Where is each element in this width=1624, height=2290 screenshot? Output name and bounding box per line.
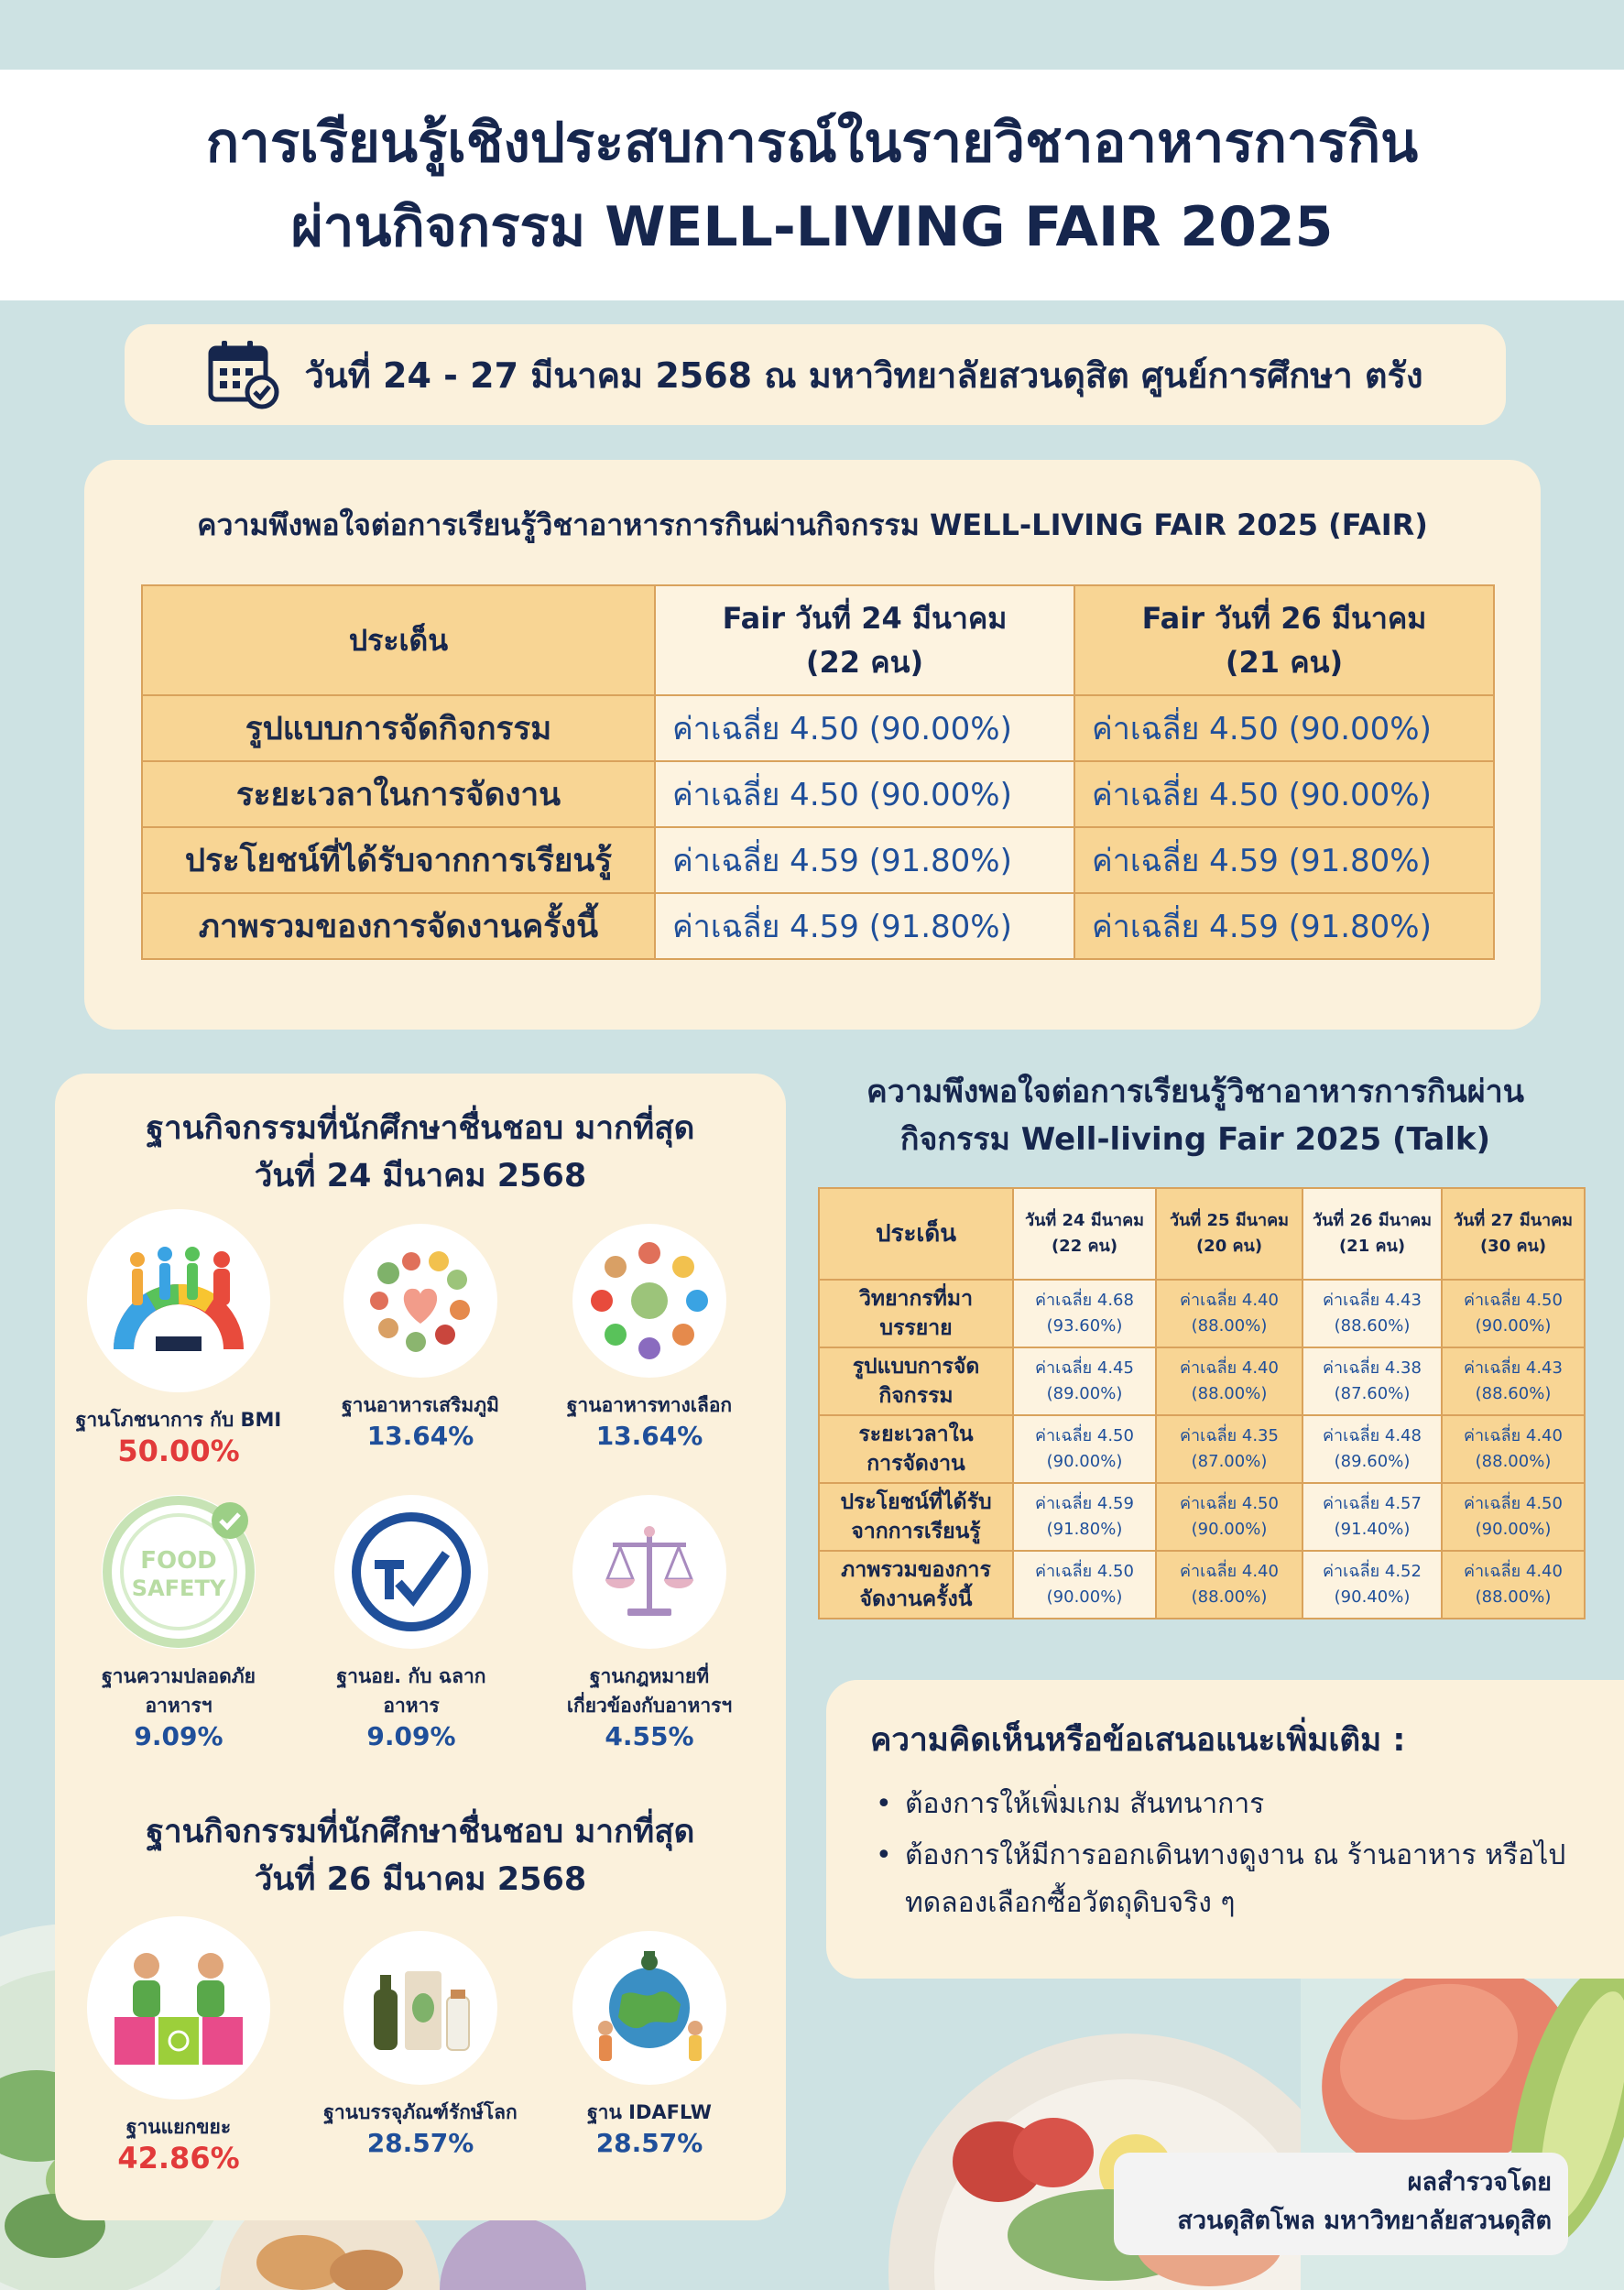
booth-percent: 9.09% xyxy=(366,1721,456,1751)
cell-mean: ค่าเฉลี่ย 4.35 xyxy=(1180,1426,1279,1445)
row-label xyxy=(819,1483,1013,1551)
row-label-line2: การจัดงาน xyxy=(866,1452,965,1476)
cell-mean: ค่าเฉลี่ย 4.59 xyxy=(1035,1494,1134,1513)
cell-value xyxy=(1442,1347,1585,1415)
table-row xyxy=(819,1415,1585,1483)
cell-value: ค่าเฉลี่ย 4.59 (91.80%) xyxy=(1074,827,1494,893)
booth-eco-packaging xyxy=(297,1916,544,2160)
cell-percent: (87.00%) xyxy=(1191,1452,1268,1471)
cell-mean: ค่าเฉลี่ย 4.50 xyxy=(1035,1426,1134,1445)
booth-bmi xyxy=(55,1209,302,1467)
header-line2: (30 คน) xyxy=(1479,1237,1547,1256)
table-row xyxy=(142,695,1494,761)
booth-name: ฐานอาหารเสริมภูมิ xyxy=(342,1394,499,1416)
cell-value: ค่าเฉลี่ย 4.50 (90.00%) xyxy=(1074,695,1494,761)
header-line1: วันที่ 26 มีนาคม xyxy=(1312,1211,1433,1230)
fda-logo-icon xyxy=(334,1495,488,1649)
cell-mean: ค่าเฉลี่ย 4.50 xyxy=(1180,1494,1279,1513)
header-day-24 xyxy=(1013,1188,1156,1280)
booth-fda-label xyxy=(288,1495,535,1753)
table-row xyxy=(819,1347,1585,1415)
row-label xyxy=(819,1551,1013,1619)
cell-percent: (88.00%) xyxy=(1475,1452,1552,1471)
cell-mean: ค่าเฉลี่ย 4.50 xyxy=(1464,1291,1563,1310)
header-line2: (21 คน) xyxy=(1338,1237,1406,1256)
row-label-line2: บรรยาย xyxy=(879,1316,953,1340)
favorite-booths-panel xyxy=(55,1074,786,2220)
talk-table-title xyxy=(806,1068,1585,1163)
table-header-row xyxy=(142,585,1494,695)
list-item: • ต้องการให้เพิ่มเกม สันทนาการ xyxy=(870,1781,1603,1828)
cell-value xyxy=(1156,1551,1302,1619)
cell-mean: ค่าเฉลี่ย 4.48 xyxy=(1323,1426,1422,1445)
row-label xyxy=(819,1415,1013,1483)
calendar-check-icon xyxy=(207,339,280,410)
booth-name: ฐาน IDAFLW xyxy=(587,2101,712,2123)
booth-idaflw xyxy=(526,1916,773,2160)
fair-satisfaction-panel xyxy=(84,460,1541,1030)
cell-percent: (88.60%) xyxy=(1475,1384,1552,1403)
cell-value: ค่าเฉลี่ย 4.59 (91.80%) xyxy=(655,893,1074,959)
booth-name-line2: เกี่ยวข้องกับอาหารฯ xyxy=(566,1695,733,1717)
cell-mean: ค่าเฉลี่ย 4.43 xyxy=(1323,1291,1422,1310)
booth-percent: 28.57% xyxy=(595,2128,703,2158)
credit-line1: ผลสำรวจโดย xyxy=(1407,2168,1552,2197)
header-fair-24 xyxy=(655,585,1074,695)
header-day-25 xyxy=(1156,1188,1302,1280)
header-topic: ประเด็น xyxy=(819,1188,1013,1280)
justice-scale-icon xyxy=(572,1495,726,1649)
booth-name: ฐานแยกขยะ xyxy=(125,2116,232,2138)
cell-value xyxy=(1442,1415,1585,1483)
row-label: ระยะเวลาในการจัดงาน xyxy=(142,761,655,827)
cell-value xyxy=(1302,1551,1442,1619)
date-location-bar xyxy=(125,324,1506,425)
cell-percent: (90.00%) xyxy=(1475,1316,1552,1336)
booths-day1-heading-line2: วันที่ 24 มีนาคม 2568 xyxy=(254,1158,587,1194)
booth-waste-sorting xyxy=(55,1916,302,2175)
people-circle-icon xyxy=(572,1224,726,1378)
cell-value xyxy=(1302,1280,1442,1347)
cell-value: ค่าเฉลี่ย 4.50 (90.00%) xyxy=(655,695,1074,761)
cell-percent: (88.00%) xyxy=(1191,1384,1268,1403)
table-row xyxy=(819,1280,1585,1347)
booth-name xyxy=(55,1662,302,1720)
booth-name-line1: ฐานกฎหมายที่ xyxy=(589,1665,710,1687)
cell-percent: (88.00%) xyxy=(1475,1587,1552,1607)
eco-packaging-icon xyxy=(343,1931,497,2085)
cell-value xyxy=(1013,1347,1156,1415)
booth-name: ฐานอาหารทางเลือก xyxy=(566,1394,733,1416)
booth-name: ฐานโภชนาการ กับ BMI xyxy=(75,1409,282,1431)
comments-list xyxy=(870,1781,1603,1931)
cell-value: ค่าเฉลี่ย 4.50 (90.00%) xyxy=(1074,761,1494,827)
row-label-line1: รูปแบบการจัด xyxy=(852,1355,980,1379)
bmi-gauge-icon xyxy=(87,1209,270,1392)
cell-value xyxy=(1302,1483,1442,1551)
cell-percent: (88.00%) xyxy=(1191,1316,1268,1336)
waste-sorting-icon xyxy=(87,1916,270,2099)
cell-value: ค่าเฉลี่ย 4.59 (91.80%) xyxy=(1074,893,1494,959)
booth-alternative-food xyxy=(526,1209,773,1453)
cell-value xyxy=(1442,1280,1585,1347)
cell-percent: (88.00%) xyxy=(1191,1587,1268,1607)
cell-value: ค่าเฉลี่ย 4.59 (91.80%) xyxy=(655,827,1074,893)
header-line1: วันที่ 27 มีนาคม xyxy=(1453,1211,1574,1230)
header-fair-26-line2: (21 คน) xyxy=(1225,645,1344,680)
cell-value xyxy=(1442,1483,1585,1551)
healthy-food-heart-icon xyxy=(343,1224,497,1378)
header-fair-24-line1: Fair วันที่ 24 มีนาคม xyxy=(722,601,1008,636)
cell-value xyxy=(1302,1415,1442,1483)
cell-mean: ค่าเฉลี่ย 4.52 xyxy=(1323,1562,1422,1581)
cell-value xyxy=(1013,1551,1156,1619)
booths-day1-heading-line1: ฐานกิจกรรมที่นักศึกษาชื่นชอบ มากที่สุด xyxy=(146,1110,695,1147)
header-fair-26 xyxy=(1074,585,1494,695)
header-day-26 xyxy=(1302,1188,1442,1280)
table-row xyxy=(142,893,1494,959)
table-row xyxy=(142,827,1494,893)
cell-value xyxy=(1156,1483,1302,1551)
talk-table-title-line2: กิจกรรม Well-living Fair 2025 (Talk) xyxy=(899,1121,1491,1158)
cell-mean: ค่าเฉลี่ย 4.40 xyxy=(1180,1358,1279,1378)
header-line1: วันที่ 24 มีนาคม xyxy=(1024,1211,1145,1230)
row-label-line1: ภาพรวมของการ xyxy=(841,1558,991,1582)
cell-mean: ค่าเฉลี่ย 4.40 xyxy=(1464,1562,1563,1581)
cell-value xyxy=(1442,1551,1585,1619)
booth-food-law xyxy=(526,1495,773,1753)
booths-day1-heading xyxy=(55,1105,786,1200)
booth-name: ฐานบรรจุภัณฑ์รักษ์โลก xyxy=(323,2101,518,2123)
booth-name-line2: อาหาร xyxy=(383,1695,440,1717)
globe-people-icon xyxy=(572,1931,726,2085)
cell-value xyxy=(1156,1415,1302,1483)
table-row xyxy=(819,1483,1585,1551)
cell-mean: ค่าเฉลี่ย 4.68 xyxy=(1035,1291,1134,1310)
cell-percent: (89.00%) xyxy=(1046,1384,1123,1403)
badge-text-food: FOOD xyxy=(140,1547,217,1575)
date-location-text: วันที่ 24 - 27 มีนาคม 2568 ณ มหาวิทยาลัยสวนดุสิต ศูนย์การศึกษา ตรัง xyxy=(304,354,1423,396)
booth-percent: 13.64% xyxy=(366,1421,474,1451)
booths-day2-heading xyxy=(55,1808,786,1903)
credit-line2: สวนดุสิตโพล มหาวิทยาลัยสวนดุสิต xyxy=(1177,2207,1552,2235)
talk-table-title-line1: ความพึงพอใจต่อการเรียนรู้วิชาอาหารการกินผ่าน xyxy=(866,1074,1525,1110)
booth-percent: 42.86% xyxy=(117,2141,240,2176)
page-title-line-2: ผ่านกิจกรรม WELL-LIVING FAIR 2025 xyxy=(290,195,1334,259)
cell-percent: (91.40%) xyxy=(1334,1520,1411,1539)
cell-value xyxy=(1013,1415,1156,1483)
row-label-line2: จากการเรียนรู้ xyxy=(851,1520,981,1543)
badge-text-safety: SAFETY xyxy=(131,1576,226,1601)
cell-value xyxy=(1156,1347,1302,1415)
header-line2: (20 คน) xyxy=(1195,1237,1263,1256)
cell-percent: (93.60%) xyxy=(1046,1316,1123,1336)
header-topic: ประเด็น xyxy=(142,585,655,695)
booth-percent: 9.09% xyxy=(134,1721,223,1751)
table-header-row xyxy=(819,1188,1585,1280)
header-fair-24-line2: (22 คน) xyxy=(805,645,924,680)
title-band xyxy=(0,70,1624,300)
row-label: รูปแบบการจัดกิจกรรม xyxy=(142,695,655,761)
cell-value xyxy=(1302,1347,1442,1415)
table-row xyxy=(142,761,1494,827)
row-label-line2: กิจกรรม xyxy=(878,1384,954,1408)
page-title-line-1: การเรียนรู้เชิงประสบการณ์ในรายวิชาอาหารการกิน xyxy=(205,111,1419,175)
booth-name-line1: ฐานความปลอดภัย xyxy=(102,1665,256,1687)
row-label xyxy=(819,1280,1013,1347)
cell-percent: (88.60%) xyxy=(1334,1316,1411,1336)
cell-mean: ค่าเฉลี่ย 4.40 xyxy=(1180,1291,1279,1310)
row-label: ภาพรวมของการจัดงานครั้งนี้ xyxy=(142,893,655,959)
row-label-line1: ระยะเวลาใน xyxy=(858,1423,974,1446)
cell-mean: ค่าเฉลี่ย 4.38 xyxy=(1323,1358,1422,1378)
cell-percent: (91.80%) xyxy=(1046,1520,1123,1539)
cell-percent: (87.60%) xyxy=(1334,1384,1411,1403)
booth-percent: 4.55% xyxy=(605,1721,694,1751)
fair-table-title: ความพึงพอใจต่อการเรียนรู้วิชาอาหารการกินผ่านกิจกรรม WELL-LIVING FAIR 2025 (FAIR) xyxy=(197,507,1428,542)
cell-value xyxy=(1013,1280,1156,1347)
row-label-line1: ประโยชน์ที่ได้รับ xyxy=(840,1490,992,1514)
table-row xyxy=(819,1551,1585,1619)
cell-percent: (90.00%) xyxy=(1046,1587,1123,1607)
cell-value xyxy=(1156,1280,1302,1347)
cell-percent: (90.40%) xyxy=(1334,1587,1411,1607)
cell-mean: ค่าเฉลี่ย 4.45 xyxy=(1035,1358,1134,1378)
cell-percent: (89.60%) xyxy=(1334,1452,1411,1471)
comments-title: ความคิดเห็นหรือข้อเสนอแนะเพิ่มเติม : xyxy=(870,1722,1406,1759)
booth-percent: 50.00% xyxy=(117,1434,240,1468)
list-item: • ต้องการให้มีการออกเดินทางดูงาน ณ ร้านอาหาร หรือไปทดลองเลือกซื้อวัตถุดิบจริง ๆ xyxy=(870,1832,1603,1927)
header-fair-26-line1: Fair วันที่ 26 มีนาคม xyxy=(1141,601,1427,636)
food-safety-badge-icon xyxy=(102,1495,256,1649)
header-day-27 xyxy=(1442,1188,1585,1280)
cell-mean: ค่าเฉลี่ย 4.57 xyxy=(1323,1494,1422,1513)
cell-percent: (90.00%) xyxy=(1191,1520,1268,1539)
booth-name xyxy=(526,1662,773,1720)
booth-name-line2: อาหารฯ xyxy=(145,1695,213,1717)
survey-credit xyxy=(1114,2153,1568,2255)
talk-satisfaction-table xyxy=(818,1187,1586,1619)
booth-immunity-food xyxy=(297,1209,544,1453)
booth-percent: 28.57% xyxy=(366,2128,474,2158)
booth-name-line1: ฐานอย. กับ ฉลาก xyxy=(336,1665,486,1687)
row-label: ประโยชน์ที่ได้รับจากการเรียนรู้ xyxy=(142,827,655,893)
row-label-line2: จัดงานครั้งนี้ xyxy=(859,1587,973,1611)
header-line2: (22 คน) xyxy=(1051,1237,1118,1256)
booth-name xyxy=(288,1662,535,1720)
cell-percent: (90.00%) xyxy=(1046,1452,1123,1471)
cell-mean: ค่าเฉลี่ย 4.40 xyxy=(1180,1562,1279,1581)
cell-mean: ค่าเฉลี่ย 4.40 xyxy=(1464,1426,1563,1445)
cell-percent: (90.00%) xyxy=(1475,1520,1552,1539)
header-line1: วันที่ 25 มีนาคม xyxy=(1169,1211,1290,1230)
fair-satisfaction-table xyxy=(141,584,1495,960)
comments-panel xyxy=(826,1680,1624,1979)
row-label-line1: วิทยากรที่มา xyxy=(859,1287,973,1311)
cell-value xyxy=(1013,1483,1156,1551)
cell-mean: ค่าเฉลี่ย 4.50 xyxy=(1464,1494,1563,1513)
booths-day2-heading-line2: วันที่ 26 มีนาคม 2568 xyxy=(254,1861,587,1898)
booths-day2-heading-line1: ฐานกิจกรรมที่นักศึกษาชื่นชอบ มากที่สุด xyxy=(146,1814,695,1850)
booth-percent: 13.64% xyxy=(595,1421,703,1451)
booth-food-safety xyxy=(55,1495,302,1753)
cell-mean: ค่าเฉลี่ย 4.50 xyxy=(1035,1562,1134,1581)
cell-mean: ค่าเฉลี่ย 4.43 xyxy=(1464,1358,1563,1378)
row-label xyxy=(819,1347,1013,1415)
cell-value: ค่าเฉลี่ย 4.50 (90.00%) xyxy=(655,761,1074,827)
